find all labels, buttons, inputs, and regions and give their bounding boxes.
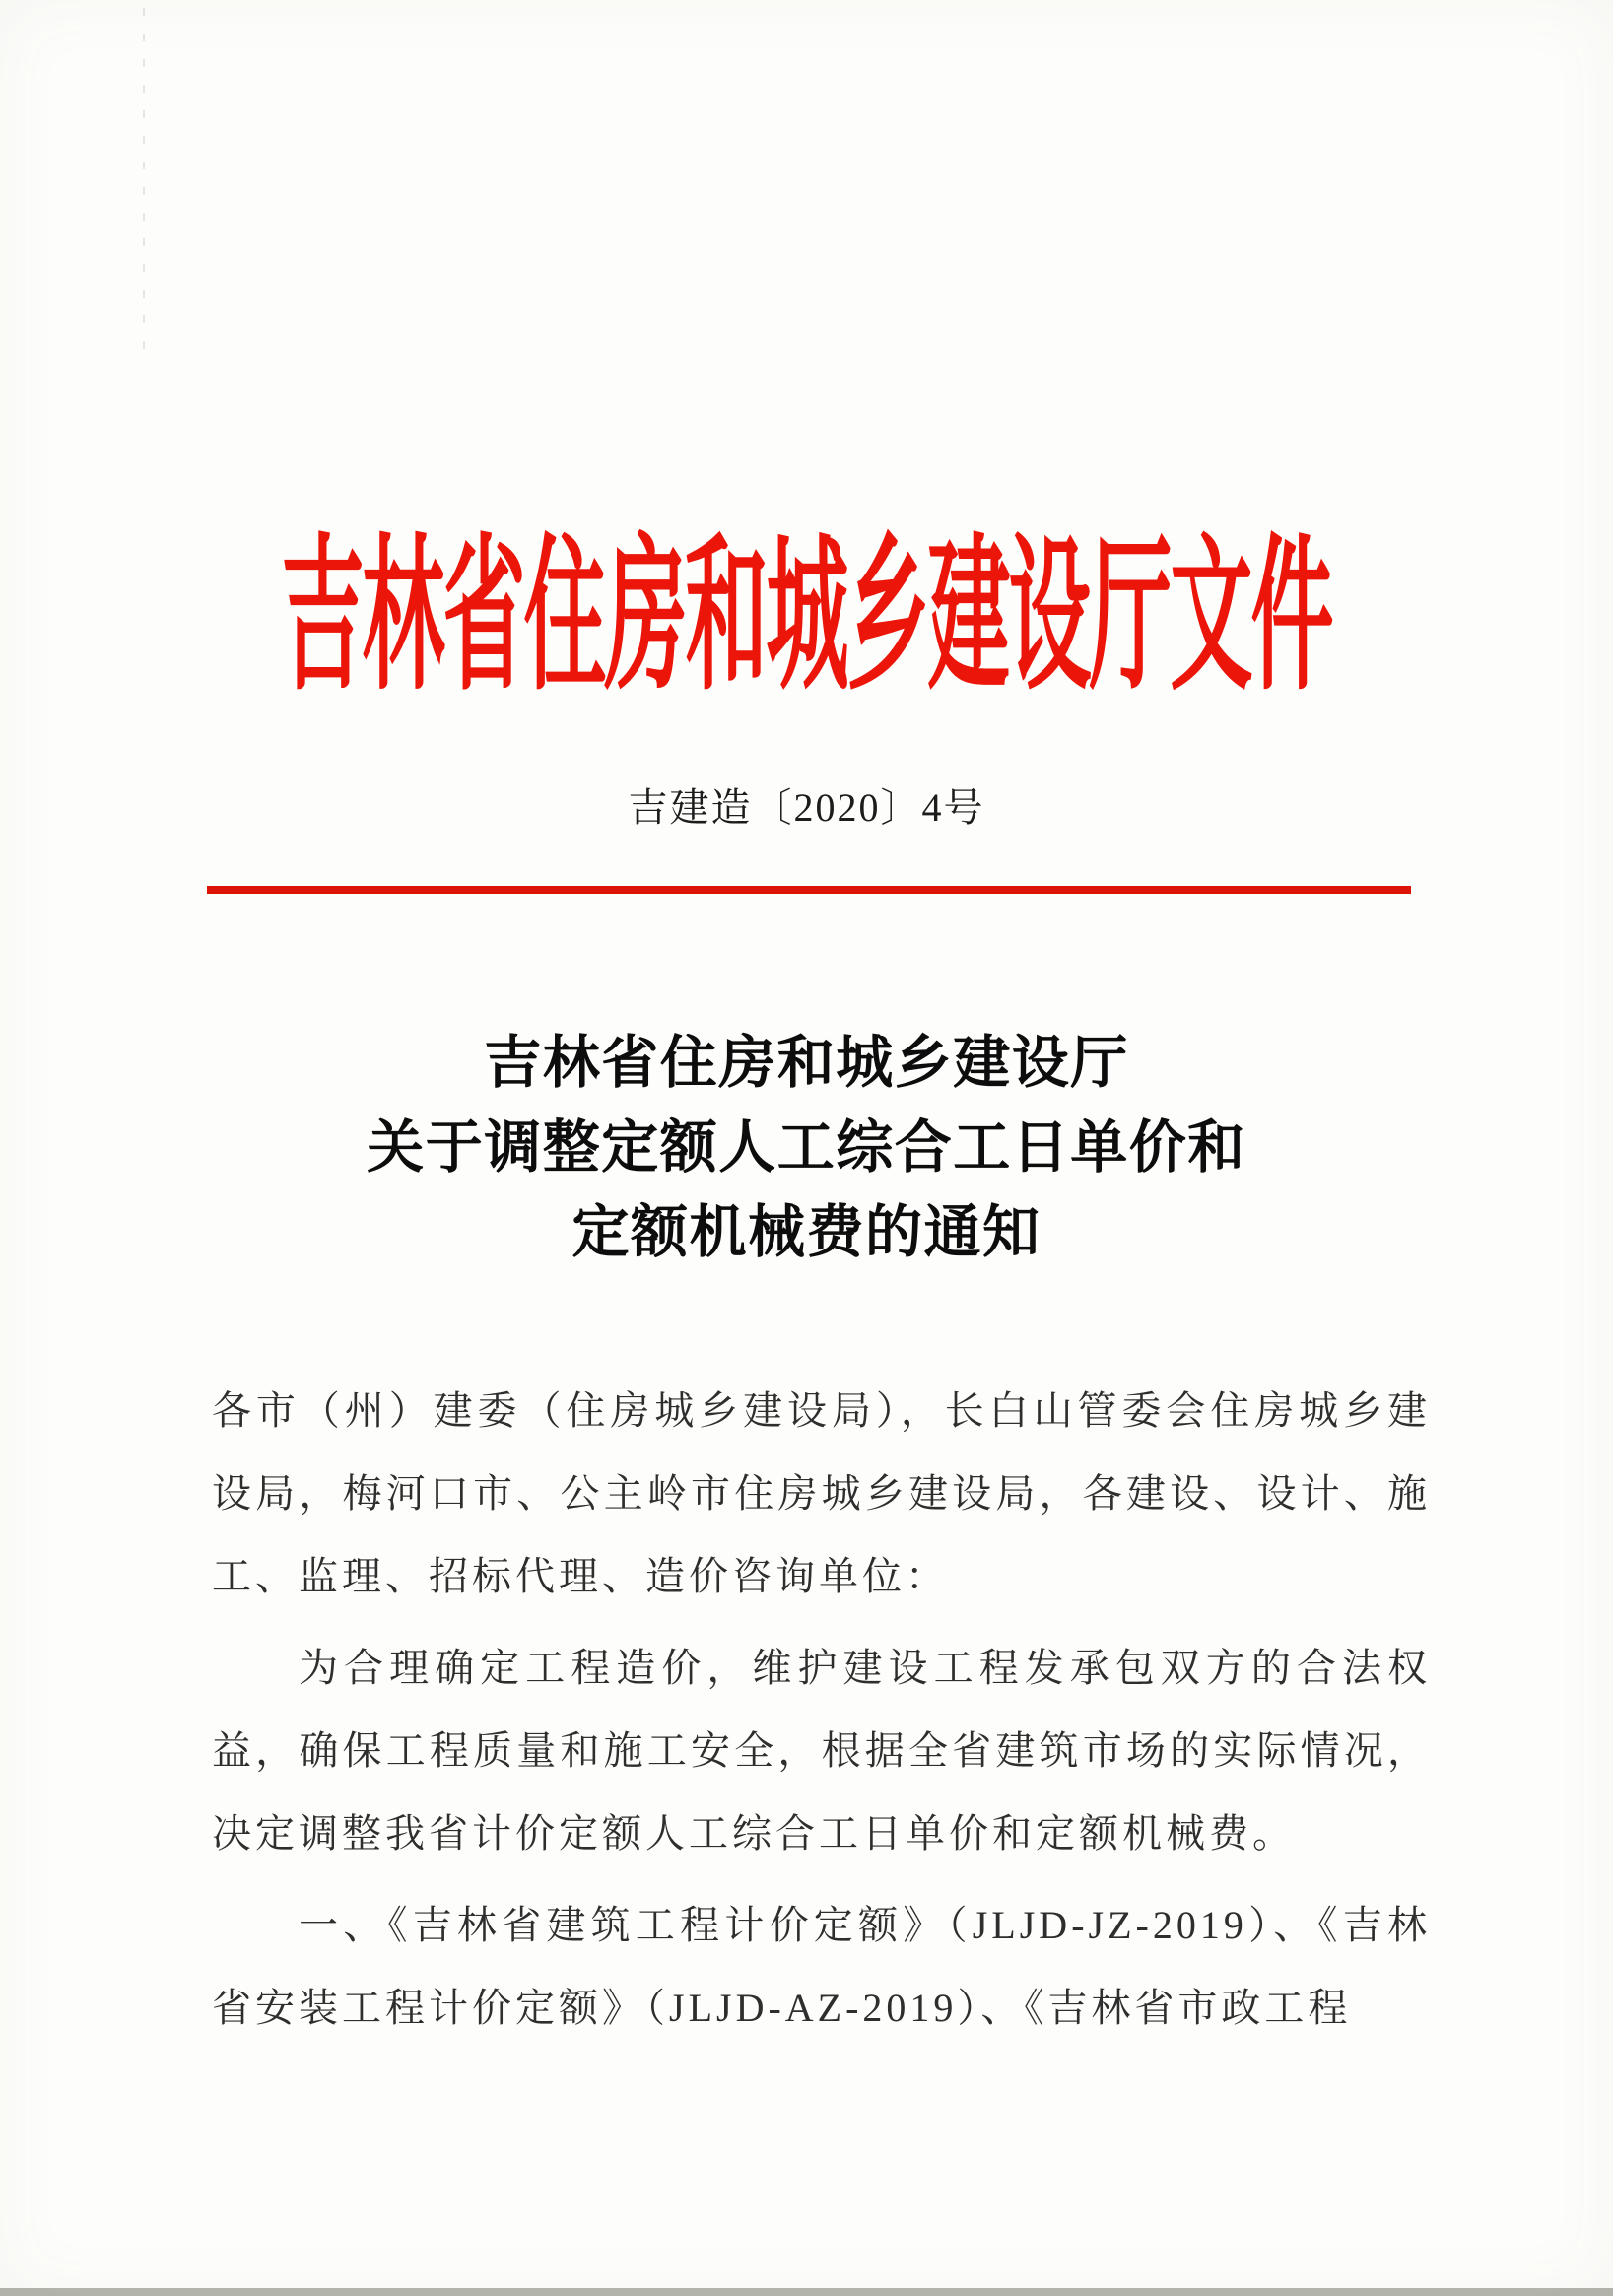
notice-title-line-2: 关于调整定额人工综合工日单价和 (367, 1115, 1246, 1180)
red-divider-line (207, 886, 1411, 894)
notice-title-line-1: 吉林省住房和城乡建设厅 (484, 1031, 1129, 1095)
notice-title (0, 1021, 1613, 1275)
scan-streak-artifact (143, 8, 145, 363)
document-body (212, 1370, 1431, 2050)
paragraph-recipients: 各市（州）建委（住房城乡建设局），长白山管委会住房城乡建设局，梅河口市、公主岭市住房城乡建设局，各建设、设计、施工、监理、招标代理、造价咨询单位： (212, 1388, 1431, 1598)
paragraph-item-one: 一、《吉林省建筑工程计价定额》（JLJD-JZ-2019）、《吉林省安装工程计价定额》（JLJD-AZ-2019）、《吉林省市政工程 (212, 1903, 1431, 2030)
paragraph-purpose: 为合理确定工程造价，维护建设工程发承包双方的合法权益，确保工程质量和施工安全，根据全省建筑市场的实际情况，决定调整我省计价定额人工综合工日单价和定额机械费。 (212, 1646, 1431, 1856)
agency-banner-title: 吉林省住房和城乡建设厅文件 (281, 525, 1332, 711)
document-number: 吉建造〔2020〕4号 (628, 785, 985, 830)
scan-edge-artifact (0, 2288, 1613, 2296)
notice-title-line-3: 定额机械费的通知 (571, 1200, 1042, 1264)
